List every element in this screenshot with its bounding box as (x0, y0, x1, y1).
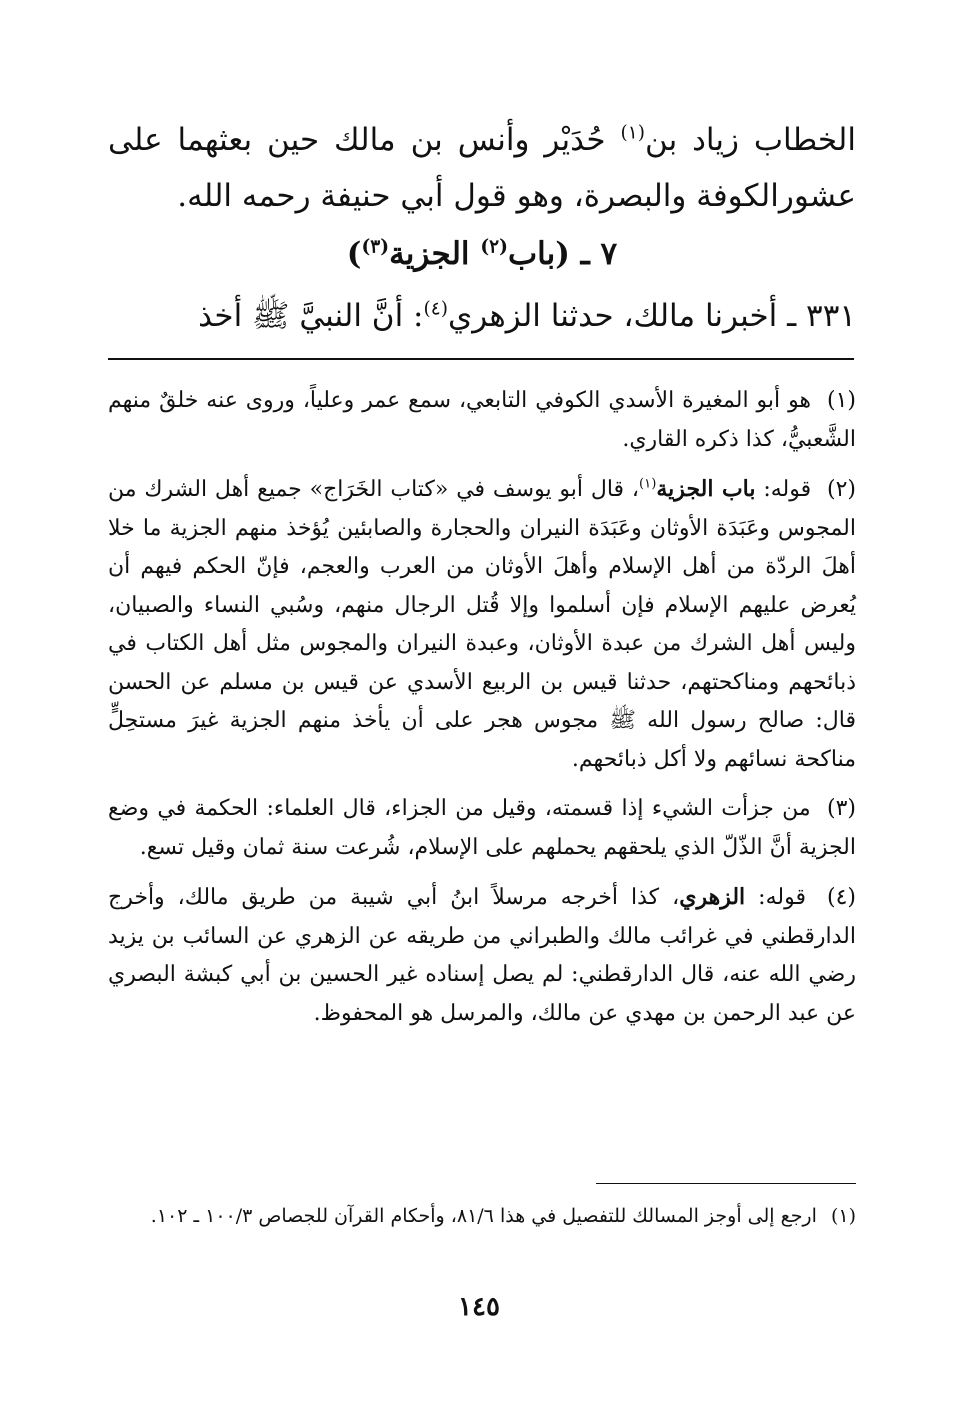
footnote-keyword: باب الجزية (656, 476, 756, 502)
main-text-part: الخطاب زياد بن (644, 122, 856, 158)
footnote-keyword: الزهري (679, 884, 746, 910)
hadith-text (108, 294, 856, 338)
footnote-ref: (١) (620, 122, 645, 144)
main-paragraph (108, 112, 856, 224)
footnotes (108, 382, 856, 1044)
page-number: ١٤٥ (458, 1292, 500, 1322)
footnote-lead: قوله: (758, 885, 806, 910)
hadith-part: : أنَّ النبيَّ ﷺ أخذ (198, 298, 424, 334)
footnote-3 (108, 790, 856, 867)
footnote-number: (٤) (826, 885, 856, 910)
footnote-text: ، قال أبو يوسف في «كتاب الخَرَاج» جميع أهل الشرك من المجوس وعَبَدَة الأوثان وعَبَدَة النيران والحجارة والصابئين يُؤخذ منهم الجزية ما خلا أهلَ الردّة من أهل الإسلام وأهلَ الأوثان من العرب والعجم، فإنّ الحكم فيهم أن يُعرض عليهم الإسلام فإن أسلموا وإلا قُتل الرجال منهم، وسُبي النساء والصبيان، وليس أهل الشرك من عبدة الأوثان، وعبدة النيران والمجوس مثل أهل الكتاب في ذبائحهم ومناكحتهم، حدثنا قيس بن الربيع الأسدي عن قيس بن مسلم عن الحسن قال: صالح رسول الله ﷺ مجوس هجر على أن يأخذ منهم الجزية غيرَ مستحِلٍّ مناكحة نسائهم ولا أكل ذبائحهم. (108, 477, 856, 772)
footnote-ref: (٣) (361, 236, 390, 258)
footnote-ref: (٢) (480, 236, 508, 258)
footnote-number: (١) (826, 388, 856, 413)
footnote-ref: (١) (638, 476, 657, 492)
footnote-text: من جزأت الشيء إذا قسمته، وقيل من الجزاء، قال العلماء: الحكمة في وضع الجزية أنَّ الذّلّ الذي يلحقهم يحملهم على الإسلام، شُرعت سنة ثمان وقيل تسع. (108, 796, 856, 860)
footnote-lead: قوله: (763, 477, 812, 502)
main-text (108, 112, 856, 224)
footnote-number: (٢) (826, 477, 856, 502)
chapter-heading (108, 232, 856, 276)
heading-text: ) (346, 236, 362, 272)
subnote-text: ارجع إلى أوجز المسالك للتفصيل في هذا ٨١/٦، وأحكام القرآن للجصاص ١٠٠/٣ ـ ١٠٢. (150, 1205, 817, 1227)
footnote-4 (108, 878, 856, 1033)
footnote-number: (٣) (826, 796, 856, 821)
hadith-part: ٣٣١ ـ أخبرنا مالك، حدثنا الزهري (448, 298, 856, 334)
subnote-number: (١) (830, 1205, 856, 1227)
footnote-1 (108, 382, 856, 459)
heading-text: (باب (507, 236, 570, 272)
footnote-text: ، كذا أخرجه مرسلاً ابنُ أبي شيبة من طريق مالك، وأخرج الدارقطني في غرائب مالك والطبراني من طريقه عن الزهري عن السائب بن يزيد رضي الله عنه، قال الدارقطني: لم يصل إسناده غير الحسين بن أبي كبشة البصري عن عبد الرحمن بن مهدي عن مالك، والمرسل هو المحفوظ. (108, 885, 856, 1026)
footnote-separator (108, 358, 854, 360)
footnote-ref: (٤) (423, 298, 449, 320)
footnote-text: هو أبو المغيرة الأسدي الكوفي التابعي، سمع عمر وعلياً، وروى عنه خلقٌ منهم الشَّعبيُّ، كذا ذكره القاري. (108, 388, 856, 452)
subnote-separator (596, 1183, 856, 1184)
heading-text: الجزية (389, 236, 481, 272)
sub-footnote (108, 1198, 856, 1234)
main-text-part: حُدَيْر وأنس بن مالك حين بعثهما على عشورالكوفة والبصرة، وهو قول أبي حنيفة رحمه الله. (108, 122, 856, 214)
footnote-2 (108, 470, 856, 779)
chapter-number: ٧ ـ (580, 236, 618, 272)
